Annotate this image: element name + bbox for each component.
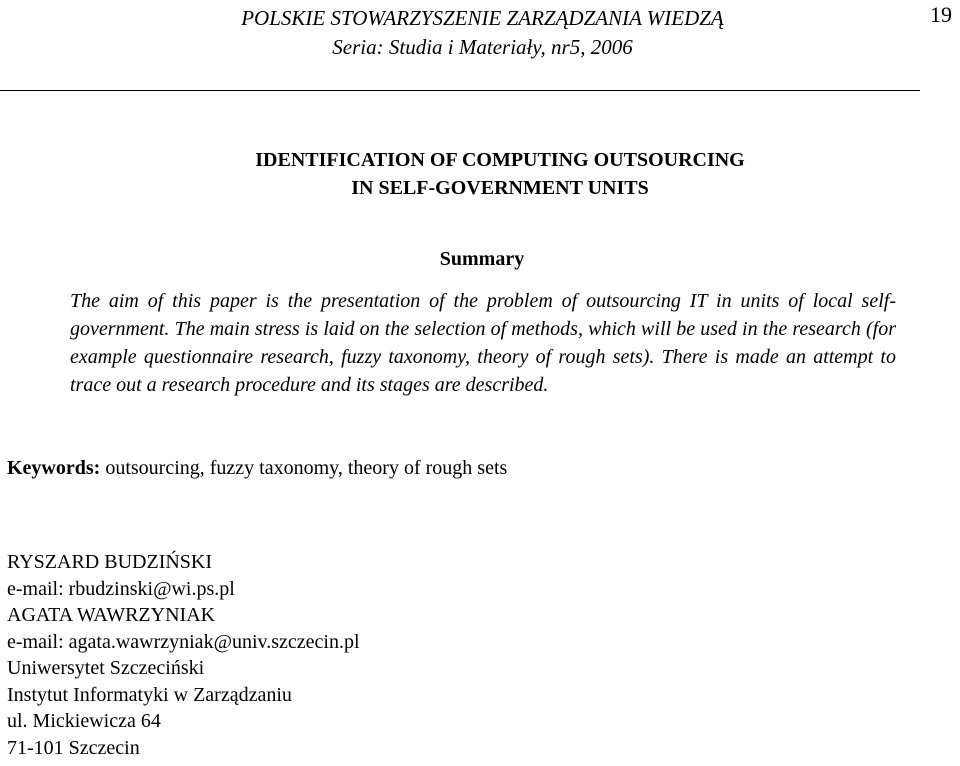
author-email: e-mail: agata.wawrzyniak@univ.szczecin.pl [7,630,360,653]
title-line-1: IDENTIFICATION OF COMPUTING OUTSOURCING [255,149,745,171]
author-affiliation [7,549,907,761]
street-address: ul. Mickiewicza 64 [7,710,161,732]
header-divider [0,90,920,91]
summary-heading: Summary [439,248,525,270]
author-name: RYSZARD BUDZIŃSKI [7,551,213,573]
paper-title [0,146,960,202]
society-name: POLSKIE STOWARZYSZENIE ZARZĄDZANIA WIEDZĄ [241,6,724,30]
running-header [0,4,960,62]
keywords [7,454,947,482]
keywords-text: outsourcing, fuzzy taxonomy, theory of rough sets [105,457,508,479]
keywords-label: Keywords: [7,457,101,479]
summary-text: The aim of this paper is the presentation of the problem of outsourcing IT in units of local self-government. The main stress is laid on the selection of methods, which will be used in the research (for example questionnaire research, fuzzy taxonomy, theory of rough sets). There is made an attempt to trace out a research procedure and its stages are described. [70,290,896,396]
series-info: Seria: Studia i Materiały, nr5, 2006 [332,35,633,59]
university-name: Uniwersytet Szczeciński [7,657,205,679]
institute-name: Instytut Informatyki w Zarządzaniu [7,683,292,706]
author-email: e-mail: rbudzinski@wi.ps.pl [7,577,235,600]
postal-city: 71-101 Szczecin [7,736,140,759]
page-number: 19 [930,2,952,27]
author-name: AGATA WAWRZYNIAK [7,604,216,626]
title-line-2: IN SELF-GOVERNMENT UNITS [351,177,649,199]
